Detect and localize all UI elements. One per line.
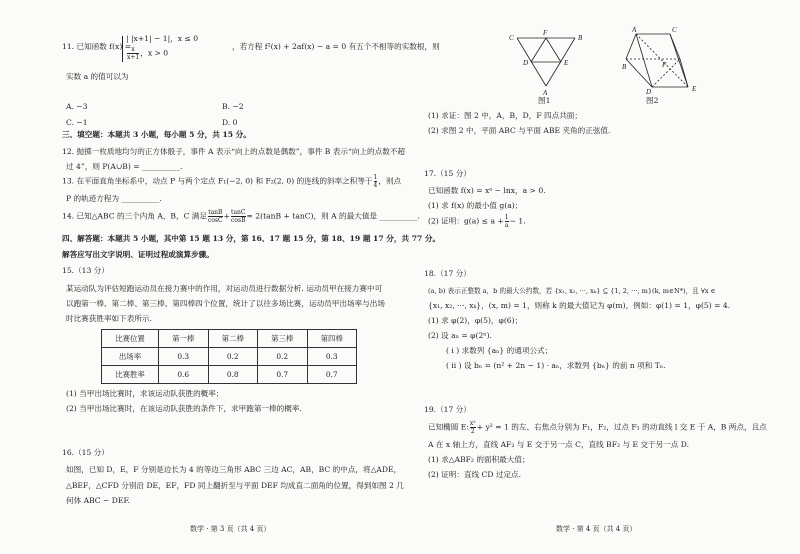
- q17-sub1: (1) 求 f(x) 的最小值 g(a)；: [428, 201, 523, 210]
- table-cell: 0.6: [159, 366, 209, 384]
- q15-sub1: (1) 当甲出场比赛时，求该运动队获胜的概率；: [66, 389, 224, 398]
- q11-brace: [122, 36, 123, 62]
- q11-option-a: A. −3: [66, 102, 88, 111]
- q11-option-d: D. 0: [222, 118, 238, 127]
- table-cell: 比赛位置: [102, 330, 159, 348]
- q11-option-b: B. −2: [222, 102, 244, 111]
- q18-para2: {x₁, x₂, ···, xₖ}，(x, m) = 1，则称 k 的最大值记为 φ(m)，例如：φ(1) = 1，φ(5) = 4.: [428, 301, 731, 310]
- q11-continuation: 实数 a 的值可以为: [66, 72, 129, 81]
- q15-sub2: (2) 当甲出场比赛时，在该运动队获胜的条件下，求甲跑第一棒的概率.: [66, 404, 302, 413]
- q18-sub2-ii: ( ii ) 设 bₙ = (n² + 2n − 1) · aₙ，求数列 {bₙ} 的前 n 项和 Tₙ.: [446, 361, 666, 370]
- table-cell: 0.3: [307, 348, 357, 366]
- table-cell: 出场率: [102, 348, 159, 366]
- fig2-label-d: D: [646, 88, 652, 95]
- q15-para1: 某运动队为评估短跑运动员在接力赛中的作用，对运动员进行数据分析. 运动员甲在接力赛中可: [66, 284, 383, 293]
- q13-line2: P 的轨迹方程为 __________.: [66, 194, 162, 203]
- q12-line2: 过 4”，则 P(A∪B) = __________.: [66, 162, 183, 171]
- q19-para2: A 在 x 轴上方，直线 AF₂ 与 E 交于另一点 C，直线 BF₂ 与 E 交于另一点 D.: [428, 440, 690, 449]
- table-cell: 比赛胜率: [102, 366, 159, 384]
- footer-right: 数学 · 第 4 页（共 4 页）: [556, 525, 637, 533]
- q19-sub2: (2) 证明：直线 CD 过定点.: [428, 470, 522, 479]
- figure-2-caption: 图2: [646, 96, 659, 105]
- table-cell: 第四棒: [307, 330, 357, 348]
- footer-left: 数学 · 第 3 页（共 4 页）: [190, 525, 271, 533]
- q17-heading: 17.（15 分）: [424, 169, 471, 178]
- q16-sub1: (1) 求证：图 2 中，A，B，D，F 四点共面；: [428, 111, 582, 120]
- fig1-label-e: E: [564, 59, 569, 67]
- q19-sub1: (1) 求△ABF₂ 的面积最大值；: [428, 455, 530, 464]
- q16-para2: △BEF，△CFD 分别沿 DE，EF，FD 同上翻折至与平面 DEF 均成直二面角的位置，得到如图 2 几: [66, 481, 404, 490]
- q15-table: [101, 329, 357, 384]
- table-cell: 第一棒: [159, 330, 209, 348]
- q11-lead: 11. 已知函数 f(x) =: [62, 42, 132, 51]
- section-4-heading: 四、解答题：本题共 5 小题，其中第 15 题 13 分，第 16、17 题 15 分，第 18、19 题 17 分，共 77 分。: [62, 234, 441, 243]
- table-cell: 0.8: [208, 366, 258, 384]
- q13-line1: 13. 在平面直角坐标系中，动点 P 与两个定点 F₁(−2, 0) 和 F₂(2, 0) 的连线的斜率之积等于 $\frac{1}{4}$ ，则点: [62, 174, 402, 189]
- q11-option-c: C. −1: [66, 118, 88, 127]
- fig1-label-f: F: [543, 29, 548, 37]
- q18-sub1: (1) 求 φ(2)，φ(5)，φ(6)；: [428, 316, 523, 325]
- figure-2: [622, 25, 702, 95]
- q11-case2: $\frac{x}{x+1}$ ，x > 0: [127, 46, 169, 61]
- q18-para1: (a, b) 表示正整数 a，b 的最大公约数，若 {x₁, x₂, ···, xₖ} ⊆ {1, 2, ···, m}(k, m∈N*)，且 ∀x ∈: [428, 287, 716, 295]
- table-cell: 第三棒: [258, 330, 308, 348]
- table-row: [102, 366, 357, 384]
- q16-para3: 何体 ABC − DEF.: [66, 496, 130, 505]
- fig1-label-c: C: [509, 34, 514, 42]
- table-cell: 第二棒: [208, 330, 258, 348]
- table-row: [102, 348, 357, 366]
- table-cell: 0.7: [258, 366, 308, 384]
- fig2-label-e: E: [692, 85, 697, 93]
- fig1-label-b: B: [578, 34, 583, 42]
- q15-para2: 以跑第一棒、第二棒、第三棒、第四棒四个位置，统计了以往多场比赛，运动员甲出场率与出场: [66, 299, 385, 308]
- q18-sub2: (2) 设 aₙ = φ(2ⁿ).: [428, 331, 492, 340]
- fig1-label-d: D: [523, 59, 529, 67]
- q15-para3: 时比赛获胜率如下表所示.: [66, 314, 152, 323]
- q15-heading: 15.（13 分）: [62, 266, 109, 275]
- fig2-label-a: A: [632, 26, 637, 34]
- section-4-note: 解答应写出文字说明、证明过程或演算步骤。: [62, 250, 214, 259]
- q18-sub2-i: ( i ) 求数列 {aₙ} 的通项公式；: [446, 346, 553, 355]
- fig2-label-c: C: [672, 26, 677, 34]
- fig2-label-f: F: [662, 61, 667, 69]
- q17-para: 已知函数 f(x) = xᵃ − lnx，a > 0.: [428, 186, 546, 195]
- q19-heading: 19.（17 分）: [424, 405, 471, 414]
- q16-para1: 如图，已知 D，E，F 分别是边长为 4 的等边三角形 ABC 三边 AC，AB，BC 的中点，将△ADE，: [66, 465, 402, 474]
- q17-sub2: (2) 证明：g(a) ≤ a + $\frac{1}{a}$ − 1.: [428, 214, 526, 229]
- figure-1-caption: 图1: [538, 96, 551, 105]
- q11-case1: | |x+1| − 1|，x ≤ 0: [126, 34, 199, 43]
- q16-heading: 16.（15 分）: [62, 448, 109, 457]
- fig1-label-a: A: [543, 89, 548, 97]
- q11-condition: ，若方程 f²(x) + 2af(x) − a = 0 有五个不相等的实数根，则: [232, 42, 440, 51]
- table-cell: 0.2: [258, 348, 308, 366]
- section-3-heading: 三、填空题：本题共 3 小题，每小题 5 分，共 15 分。: [62, 130, 251, 139]
- table-cell: 0.3: [159, 348, 209, 366]
- table-header-row: [102, 330, 357, 348]
- table-cell: 0.2: [208, 348, 258, 366]
- q14-line: 14. 已知△ABC 的三个内角 A，B，C 满足 $\frac{\tan B}{\cos C}$ + $\frac{\tan C}{\cos B}$ = 2(tanB + tanC)，则 A 的最大值是 __________.: [62, 209, 420, 224]
- table-cell: 0.7: [307, 366, 357, 384]
- q16-sub2: (2) 求图 2 中，平面 ABC 与平面 ABE 夹角的正弦值.: [428, 126, 611, 135]
- q19-para1: 已知椭圆 E: $\frac{\text{x²}}{2}$ + y² = 1 的左、右焦点分别为 F₁，F₂，过点 F₁ 的动直线 l 交 E 于 A，B 两点，且点: [428, 420, 767, 435]
- q12-line1: 12. 抛掷一枚质地均匀的正方体骰子，事件 A 表示“向上的点数是偶数”，事件 B 表示“向上的点数不超: [62, 147, 406, 156]
- q18-heading: 18.（17 分）: [424, 269, 471, 278]
- fig2-label-b: B: [622, 63, 627, 71]
